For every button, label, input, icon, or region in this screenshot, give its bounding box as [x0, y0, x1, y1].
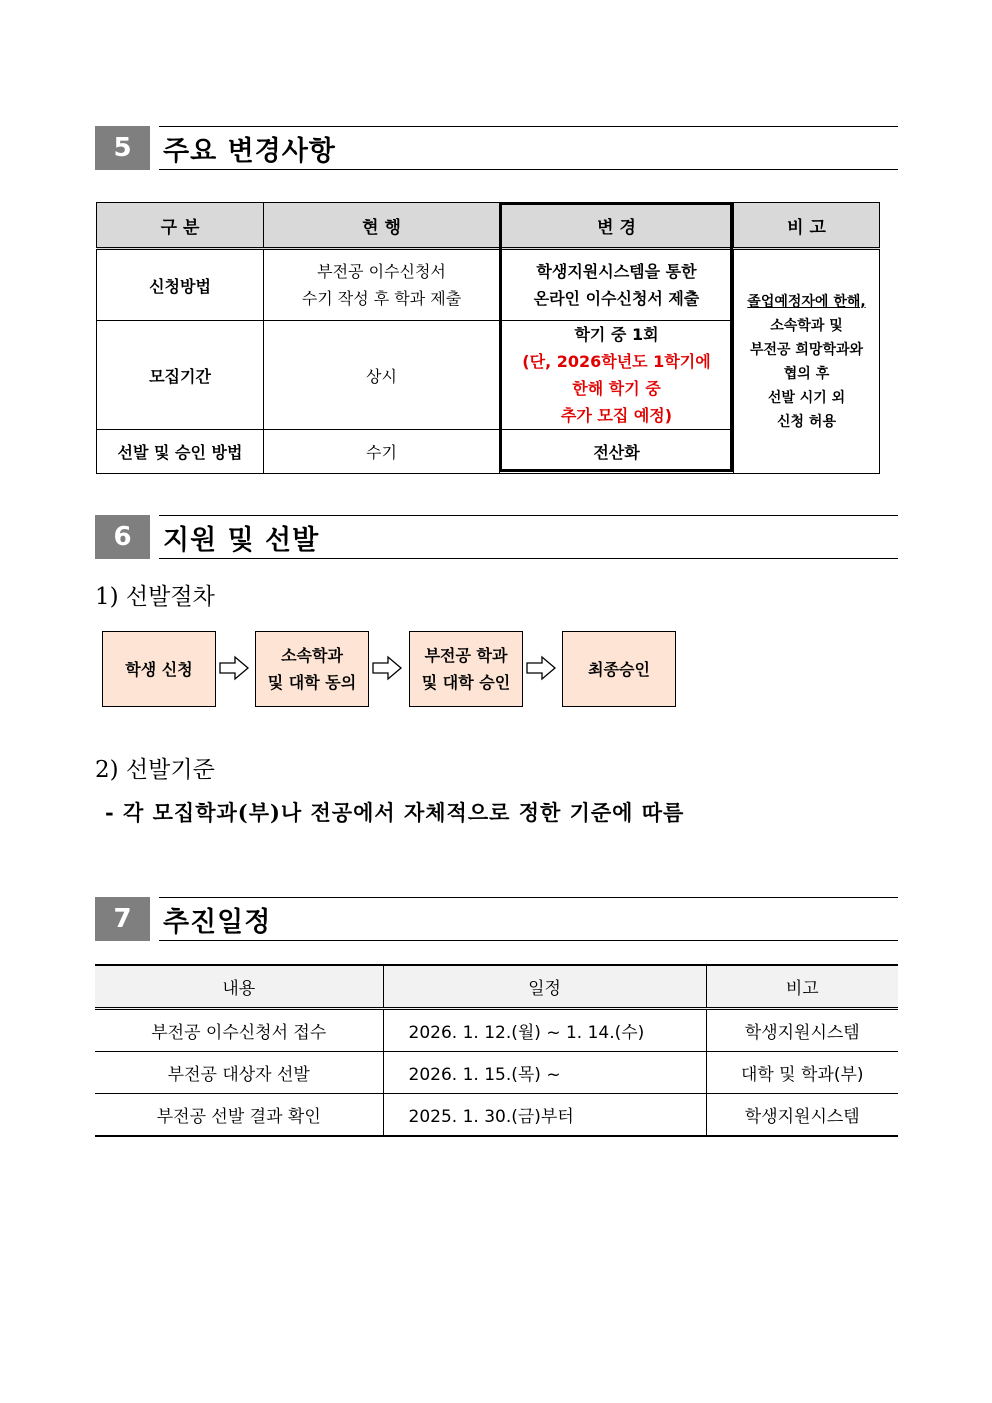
flow-step-4: [562, 631, 676, 707]
change-cell: [500, 249, 734, 321]
arrow-right-icon: [526, 655, 556, 681]
section-5-header: [95, 126, 898, 170]
current-cell: 상시: [264, 321, 500, 430]
criteria-heading: 2) 선발기준: [95, 757, 215, 783]
step-line: 및 대학 동의: [267, 673, 357, 692]
step-line: 학생 신청: [125, 659, 193, 679]
cell-line: 학기 중 1회: [574, 325, 659, 344]
divider: [159, 169, 898, 170]
schedule-date: 2026. 1. 15.(목) ~: [383, 1052, 706, 1094]
column-header: 구 분: [97, 203, 264, 249]
step-line: 소속학과: [281, 646, 343, 665]
section-title: 추진일정: [163, 906, 272, 938]
schedule-item: 부전공 선발 결과 확인: [95, 1094, 383, 1137]
table-header-row: [97, 203, 880, 249]
section-6-header: [95, 515, 898, 559]
table-row: [95, 1052, 898, 1094]
note-line: 협의 후: [783, 365, 830, 382]
criteria-text: - 각 모집학과(부)나 전공에서 자체적으로 정한 기준에 따름: [105, 800, 685, 825]
column-header: 일정: [383, 965, 706, 1009]
divider: [159, 558, 898, 559]
section-title: 지원 및 선발: [163, 524, 320, 556]
cell-line: 학생지원시스템을 통한: [536, 262, 697, 281]
current-cell: 수기: [264, 430, 500, 474]
cell-line: 수기 작성 후 학과 제출: [301, 289, 462, 308]
schedule-date: 2026. 1. 12.(월) ~ 1. 14.(수): [383, 1009, 706, 1052]
section-7-header: [95, 897, 898, 941]
table-row: [95, 1009, 898, 1052]
cell-line: 부전공 이수신청서: [317, 262, 446, 281]
schedule-item: 부전공 대상자 선발: [95, 1052, 383, 1094]
changes-table: [96, 202, 880, 474]
flow-step-2: [255, 631, 369, 707]
section-number: 7: [95, 897, 150, 941]
section-number: 5: [95, 126, 150, 170]
schedule-date: 2025. 1. 30.(금)부터: [383, 1094, 706, 1137]
arrow-right-icon: [372, 655, 402, 681]
schedule-note: 학생지원시스템: [706, 1094, 898, 1137]
step-line: 최종승인: [588, 659, 650, 679]
arrow-right-icon: [219, 655, 249, 681]
current-cell: [264, 249, 500, 321]
table-row: [97, 249, 880, 321]
column-header: 현 행: [264, 203, 500, 249]
schedule-table: [95, 964, 898, 1137]
cell-line-red: 한해 학기 중: [572, 379, 661, 398]
section-title: 주요 변경사항: [163, 135, 336, 167]
flow-step-1: [102, 631, 216, 707]
column-header: 변 경: [500, 203, 734, 249]
flow-step-3: [409, 631, 523, 707]
procedure-heading: 1) 선발절차: [95, 584, 215, 610]
row-category: 선발 및 승인 방법: [97, 430, 264, 474]
column-header: 내용: [95, 965, 383, 1009]
table-header-row: [95, 965, 898, 1009]
step-line: 및 대학 승인: [421, 673, 511, 692]
column-header: 비 고: [734, 203, 880, 249]
row-category: 신청방법: [97, 249, 264, 321]
change-cell: 전산화: [500, 430, 734, 474]
note-line: 부전공 희망학과와: [749, 341, 864, 358]
cell-line-red: 추가 모집 예정): [560, 406, 673, 425]
note-line: 선발 시기 외: [767, 389, 846, 406]
change-cell: [500, 321, 734, 430]
note-line: 신청 허용: [777, 413, 836, 430]
divider: [159, 940, 898, 941]
schedule-item: 부전공 이수신청서 접수: [95, 1009, 383, 1052]
table-row: [95, 1094, 898, 1137]
note-line: 소속학과 및: [770, 317, 843, 334]
cell-line-red: (단, 2026학년도 1학기에: [522, 352, 711, 371]
schedule-note: 학생지원시스템: [706, 1009, 898, 1052]
note-cell: [734, 249, 880, 474]
cell-line: 온라인 이수신청서 제출: [533, 289, 700, 308]
section-number: 6: [95, 515, 150, 559]
step-line: 부전공 학과: [424, 646, 508, 665]
row-category: 모집기간: [97, 321, 264, 430]
note-line: 졸업예정자에 한해,: [747, 293, 866, 310]
schedule-note: 대학 및 학과(부): [706, 1052, 898, 1094]
column-header: 비고: [706, 965, 898, 1009]
